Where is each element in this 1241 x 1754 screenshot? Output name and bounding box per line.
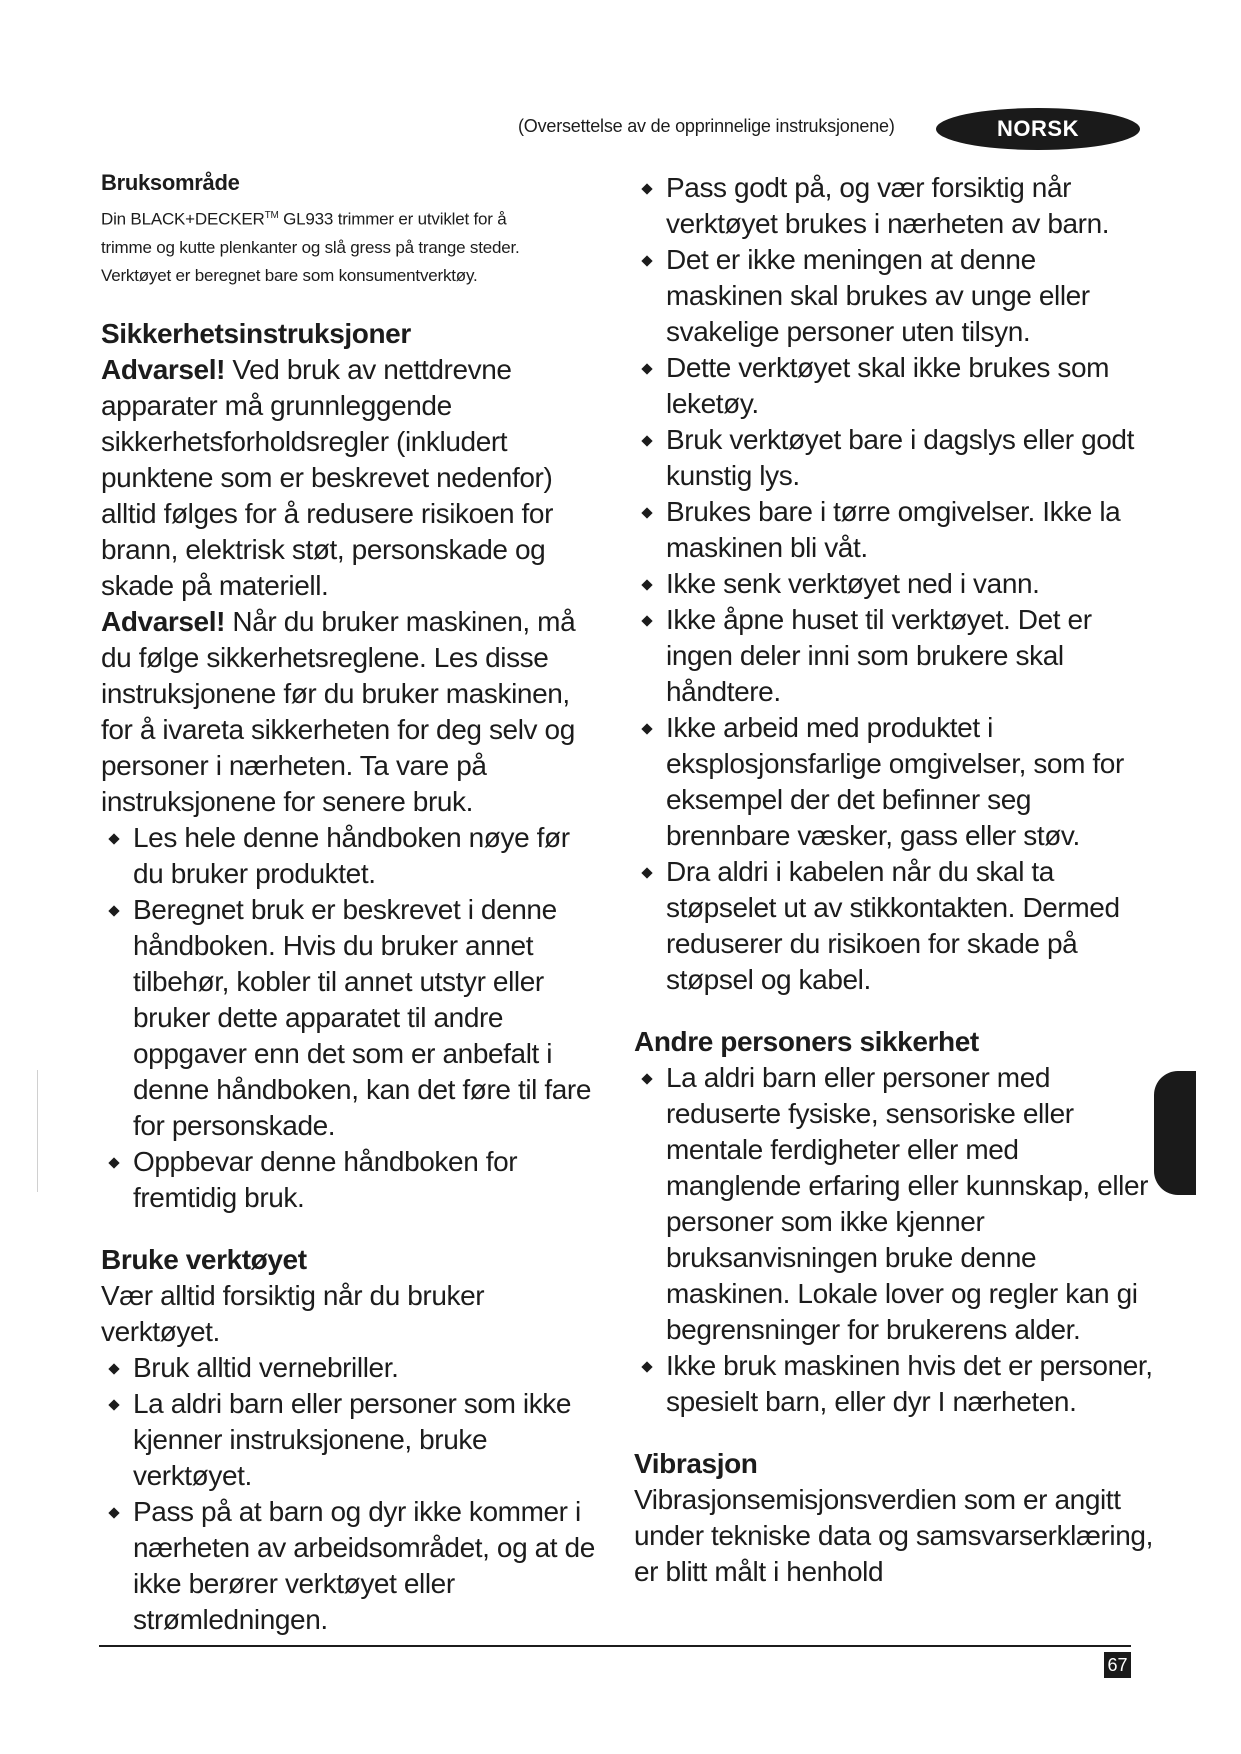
list-item: Bruk verktøyet bare i dagslys eller godt kunstig lys. <box>634 422 1154 494</box>
page-number: 67 <box>1104 1652 1131 1678</box>
diamond-bullet-icon <box>108 1363 119 1374</box>
diamond-bullet-icon <box>108 1507 119 1518</box>
language-badge: NORSK <box>936 108 1140 150</box>
diamond-bullet-icon <box>641 867 652 878</box>
warning-1: Advarsel! Ved bruk av nettdrevne apparater må grunnleggende sikkerhetsforholdsregler (inkludert punktene som er beskrevet nedenfor) alltid følges for å redusere risikoen for brann, elektrisk støt, personskade og skade på materiell. <box>101 353 554 601</box>
right-column <box>634 170 1154 1590</box>
diamond-bullet-icon <box>641 363 652 374</box>
list-item: Beregnet bruk er beskrevet i denne håndboken. Hvis du bruker annet tilbehør, kobler til annet utstyr eller bruker dette apparatet til andre oppgaver enn det som er anbefalt i denne håndboken, kan det føre til fare for personskade. <box>101 892 601 1144</box>
diamond-bullet-icon <box>108 905 119 916</box>
diamond-bullet-icon <box>641 1073 652 1084</box>
others-safety-heading: Andre personers sikkerhet <box>634 1026 979 1057</box>
tool-list-continued <box>634 170 1154 998</box>
list-item: Ikke senk verktøyet ned i vann. <box>634 566 1154 602</box>
trademark-mark: TM <box>264 210 279 221</box>
list-item: Bruk alltid vernebriller. <box>101 1350 601 1386</box>
vibration-text: Vibrasjonsemisjonsverdien som er angitt under tekniske data og samsvarserklæring, er blitt målt i henhold <box>634 1484 1153 1587</box>
tool-heading: Bruke verktøyet <box>101 1243 307 1275</box>
list-item: Ikke arbeid med produktet i eksplosjonsfarlige omgivelser, som for eksempel der det befinner seg brennbare væsker, gass eller støv. <box>634 710 1154 854</box>
footer-rule <box>99 1645 1131 1647</box>
list-item: Pass godt på, og vær forsiktig når verktøyet brukes i nærheten av barn. <box>634 170 1154 242</box>
use-title: Bruksområde <box>101 170 240 195</box>
use-description: Din BLACK+DECKER™ GL933 trimmer er utviklet for å trimme og kutte plenkanter og slå gress på trange steder. Verktøyet er beregnet bare som konsumentverktøy. <box>101 209 520 285</box>
diamond-bullet-icon <box>641 579 652 590</box>
safety-heading: Sikkerhetsinstruksjoner <box>101 317 411 349</box>
diamond-bullet-icon <box>641 1361 652 1372</box>
tool-intro: Vær alltid forsiktig når du bruker verktøyet. <box>101 1279 485 1347</box>
list-item: Ikke bruk maskinen hvis det er personer, spesielt barn, eller dyr I nærheten. <box>634 1348 1154 1420</box>
translation-note: (Oversettelse av de opprinnelige instruksjonene) <box>518 116 895 136</box>
diamond-bullet-icon <box>641 615 652 626</box>
others-safety-list <box>634 1060 1154 1420</box>
diamond-bullet-icon <box>108 833 119 844</box>
list-item: La aldri barn eller personer som ikke kjenner instruksjonene, bruke verktøyet. <box>101 1386 601 1494</box>
list-item: Dette verktøyet skal ikke brukes som leketøy. <box>634 350 1154 422</box>
margin-line <box>37 1070 38 1192</box>
list-item: Oppbevar denne håndboken for fremtidig bruk. <box>101 1144 601 1216</box>
vibration-heading: Vibrasjon <box>634 1448 758 1479</box>
list-item: Ikke åpne huset til verktøyet. Det er ingen deler inni som brukere skal håndtere. <box>634 602 1154 710</box>
list-item: La aldri barn eller personer med reduserte fysiske, sensoriske eller mentale ferdigheter eller med manglende erfaring eller kunnskap, eller personer som ikke kjenner bruksanvisningen bruke denne maskinen. Lokale lover og regler kan gi begrensninger for brukerens alder. <box>634 1060 1154 1348</box>
list-item: Det er ikke meningen at denne maskinen skal brukes av unge eller svakelige personer uten tilsyn. <box>634 242 1154 350</box>
diamond-bullet-icon <box>641 723 652 734</box>
list-item: Pass på at barn og dyr ikke kommer i nærheten av arbeidsområdet, og at de ikke berører verktøyet eller strømledningen. <box>101 1494 601 1638</box>
diamond-bullet-icon <box>108 1399 119 1410</box>
list-item: Brukes bare i tørre omgivelser. Ikke la maskinen bli våt. <box>634 494 1154 566</box>
tool-list <box>101 1350 601 1638</box>
section-tab <box>1154 1071 1196 1195</box>
diamond-bullet-icon <box>641 507 652 518</box>
diamond-bullet-icon <box>641 255 652 266</box>
left-column <box>101 170 601 1638</box>
diamond-bullet-icon <box>641 435 652 446</box>
warning-2: Advarsel! Når du bruker maskinen, må du følge sikkerhetsreglene. Les disse instruksjonene før du bruker maskinen, for å ivareta sikkerheten for deg selv og personer i nærheten. Ta vare på instruksjonene for senere bruk. <box>101 605 576 817</box>
diamond-bullet-icon <box>641 183 652 194</box>
diamond-bullet-icon <box>108 1157 119 1168</box>
safety-list <box>101 820 601 1216</box>
list-item: Les hele denne håndboken nøye før du bruker produktet. <box>101 820 601 892</box>
list-item: Dra aldri i kabelen når du skal ta støpselet ut av stikkontakten. Dermed reduserer du risikoen for skade på støpsel og kabel. <box>634 854 1154 998</box>
